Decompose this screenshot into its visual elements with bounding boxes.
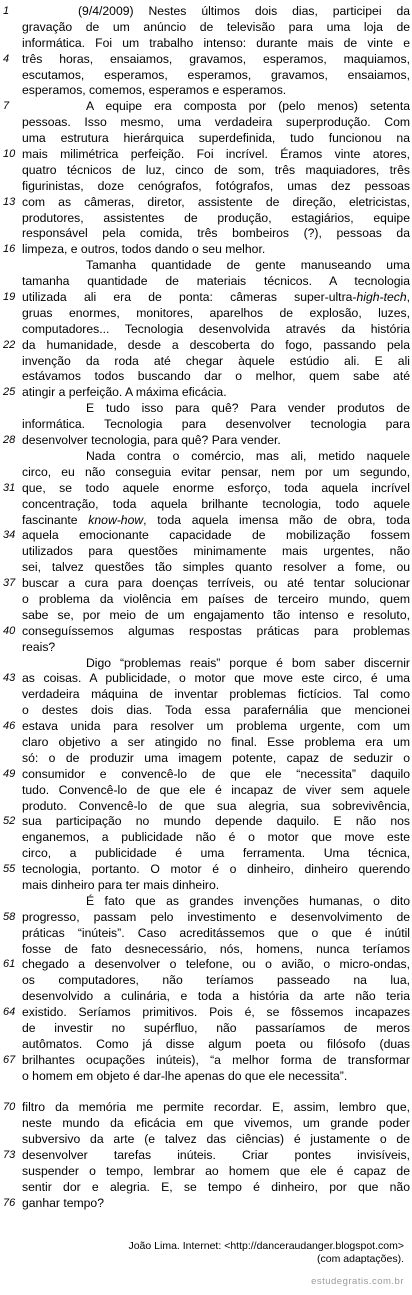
line-text: aquela emocionante capacidade de mobilização fossem: [22, 528, 410, 543]
line-number: 1: [3, 5, 10, 17]
line-text: consumidor e convencê-lo de que ele “necessita” daquilo: [22, 766, 410, 781]
line-text: pessoas. Isso mesmo, uma verdadeira superprodução. Com: [22, 115, 410, 130]
text-line: [0, 1116, 412, 1132]
text-line: [0, 814, 412, 830]
text-line: [0, 878, 412, 894]
line-text: suspender o tempo, lembrar ao homem que ele é capaz de: [22, 1164, 410, 1179]
line-number: 7: [3, 100, 10, 113]
text-line: [0, 354, 412, 370]
line-text: da humanidade, desde a descoberta do fogo, passando pela: [22, 337, 410, 352]
line-text: desenvolver tecnologia, para quê? Para vender.: [22, 433, 281, 448]
text-line: [0, 973, 412, 989]
text-line: [0, 1148, 412, 1164]
text-line: [0, 226, 412, 242]
text-line: [0, 799, 412, 815]
text-line: [0, 671, 412, 687]
line-number: 70: [3, 1101, 16, 1114]
text-line: [0, 1037, 412, 1053]
text-line: [0, 242, 412, 258]
text-line: [0, 1132, 412, 1148]
line-text: existido. Seríamos primitivos. Pois é, se fôssemos incapazes: [22, 1005, 410, 1020]
line-text: os computadores, não teríamos passeado na lua,: [22, 973, 410, 988]
line-text: reais?: [22, 639, 56, 654]
line-text: neste mundo da eficácia em que vivemos, um grande poder: [22, 1116, 410, 1131]
text-line: [0, 99, 412, 115]
line-number: 49: [3, 767, 16, 780]
text-line: [0, 4, 412, 20]
line-text: estávamos todos buscando dar o melhor, quem sabe até: [22, 369, 410, 384]
line-text: que, se todo aquele enorme esforço, toda aquela incrível: [22, 480, 410, 495]
text-line: [0, 179, 412, 195]
line-text: informática. Foi um trabalho intenso: durante mais de vinte e: [22, 35, 410, 50]
text-line: [0, 417, 412, 433]
text-line: [0, 449, 412, 465]
line-number: 28: [3, 434, 16, 447]
text-line: [0, 528, 412, 544]
text-line: [0, 926, 412, 942]
site-watermark: estudegratis.com.br: [311, 1276, 404, 1287]
line-text: tudo. Convencê-lo de que ele é incapaz de viver sem aquele: [22, 782, 410, 797]
line-text: informática. Tecnologia para desenvolver tecnologia para: [22, 417, 410, 432]
line-text: filtro da memória me permite recordar. E, assim, lembro que,: [22, 1100, 410, 1115]
text-line: [0, 862, 412, 878]
line-number: 10: [3, 148, 16, 161]
text-line: [0, 338, 412, 354]
text-line: [0, 1021, 412, 1037]
text-line: [0, 910, 412, 926]
line-text: o homem em objeto é dar-lhe apenas do que ele necessita”.: [22, 1068, 348, 1083]
text-line: [0, 576, 412, 592]
text-line: [0, 322, 412, 338]
text-line: [0, 1100, 412, 1116]
line-text: ganhar tempo?: [22, 1195, 104, 1210]
line-number: 37: [3, 577, 16, 590]
text-line: [0, 1069, 412, 1085]
text-line: [0, 163, 412, 179]
text-line: [0, 497, 412, 513]
text-line: [0, 513, 412, 529]
text-line: [0, 481, 412, 497]
line-text: Nada contra o comércio, mas ali, metido naquele: [86, 448, 410, 463]
line-number: 31: [3, 481, 16, 494]
article-text: [0, 4, 412, 1212]
text-line: [0, 783, 412, 799]
source-line-1: João Lima. Internet: <http://danceraudanger.blogspot.com>: [128, 1240, 404, 1252]
text-line: [0, 560, 412, 576]
line-number: 55: [3, 863, 16, 876]
text-line: [0, 624, 412, 640]
line-text: mais dinheiro para ter mais dinheiro.: [22, 877, 220, 892]
line-text: chegado a desenvolver o telefone, ou o avião, o micro-ondas,: [22, 957, 410, 972]
source-citation: [128, 1240, 404, 1266]
line-text: subversivo da arte (e talvez das ciências) é justamente o de: [22, 1132, 410, 1147]
line-text: figurinistas, doze cenógrafos, fotógrafos, umas dez pessoas: [22, 178, 410, 193]
line-text: três horas, ensaiamos, gravamos, esperamos, maquiamos,: [22, 51, 410, 66]
line-text: produtores, assistentes de produção, estagiários, equipe: [22, 210, 410, 225]
text-line: [0, 36, 412, 52]
line-text: fascinante know-how, toda aquela imensa mão de obra, toda: [22, 512, 410, 527]
line-text: escutamos, esperamos, esperamos, gravamos, ensaiamos,: [22, 67, 410, 82]
text-line: [0, 719, 412, 735]
line-number: 52: [3, 815, 16, 828]
line-text: produto. Convencê-lo de que sua alegria, sua sobrevivência,: [22, 798, 410, 813]
line-text: circo, a publicidade é uma ferramenta. Uma técnica,: [22, 846, 410, 861]
line-number: 22: [3, 338, 16, 351]
text-line: [0, 687, 412, 703]
line-text: É fato que as grandes invenções humanas, o dito: [86, 893, 410, 908]
line-number: 43: [3, 672, 16, 685]
line-text: Tamanha quantidade de gente manuseando uma: [86, 258, 410, 273]
line-text: de investir no supérfluo, não passaríamos de meros: [22, 1021, 410, 1035]
text-line: [0, 989, 412, 1005]
text-line: [0, 290, 412, 306]
line-text: desenvolvido a culinária, e toda a história da arte não teria: [22, 989, 410, 1004]
text-line: [0, 465, 412, 481]
text-line: [0, 735, 412, 751]
line-text: (9/4/2009) Nestes últimos dois dias, participei da: [78, 4, 410, 18]
line-text: práticas “inúteis”. Caso acreditássemos que o que é inútil: [22, 925, 410, 940]
text-line: [0, 830, 412, 846]
text-line: [0, 957, 412, 973]
line-text: sua participação no mundo depende daquilo. E não nos: [22, 814, 410, 829]
line-number: 34: [3, 529, 16, 542]
text-line: [0, 640, 412, 656]
text-line: [0, 1196, 412, 1212]
text-line: [0, 703, 412, 719]
text-line: [0, 195, 412, 211]
text-line: [0, 592, 412, 608]
text-line: [0, 767, 412, 783]
text-line: [0, 306, 412, 322]
line-text: autômatos. Como já disse algum poeta ou filósofo (duas: [22, 1036, 410, 1051]
line-text: desenvolver tarefas inúteis. Criar pontes invisíveis,: [22, 1148, 410, 1163]
line-number: 13: [3, 195, 16, 208]
line-number: 4: [3, 52, 10, 65]
text-line: [0, 1085, 412, 1101]
text-line: [0, 656, 412, 672]
text-line: [0, 83, 412, 99]
line-text: tamanha quantidade de materiais técnicos. A tecnologia: [22, 274, 410, 289]
text-line: [0, 147, 412, 163]
text-line: [0, 211, 412, 227]
text-line: [0, 52, 412, 68]
line-text: circo, eu não conseguia evitar pensar, nem por um segundo,: [22, 464, 410, 479]
line-number: 76: [3, 1196, 16, 1209]
line-text: utilizada ali era de ponta: câmeras super-ultra-high-tech,: [22, 290, 410, 305]
text-line: [0, 131, 412, 147]
text-line: [0, 115, 412, 131]
text-line: [0, 258, 412, 274]
line-text: buscar a cura para doenças terríveis, ou até tentar solucionar: [22, 576, 410, 591]
line-text: verdadeira máquina de inventar problemas fictícios. Tal como: [22, 687, 410, 702]
line-number: 40: [3, 624, 16, 637]
line-text: o problema da violência em países de terceiro mundo, quem: [22, 591, 410, 606]
line-text: limpeza, e outros, todos dando o seu melhor.: [22, 242, 266, 257]
text-line: [0, 20, 412, 36]
text-line: [0, 942, 412, 958]
text-line: [0, 433, 412, 449]
text-line: [0, 751, 412, 767]
line-number: 64: [3, 1006, 16, 1019]
source-line-2: (com adaptações).: [317, 1253, 404, 1265]
line-text: esperamos, comemos, esperamos e esperamos.: [22, 83, 287, 98]
line-number: 25: [3, 386, 16, 399]
line-text: mais milimétrica perfeição. Foi incrível. Éramos vinte atores,: [22, 147, 410, 162]
line-text: atingir a perfeição. A máxima eficácia.: [22, 385, 227, 400]
text-line: [0, 385, 412, 401]
line-text: brilhantes ocupações inúteis), “a melhor forma de transformar: [22, 1052, 410, 1067]
text-line: [0, 1180, 412, 1196]
line-number: 73: [3, 1149, 16, 1162]
text-line: [0, 68, 412, 84]
line-text: conseguíssemos algumas respostas práticas para problemas: [22, 623, 410, 638]
line-text: uma estrutura hierárquica superdefinida, tudo funcionou na: [22, 131, 410, 146]
text-line: [0, 1053, 412, 1069]
text-line: [0, 1164, 412, 1180]
text-line: [0, 544, 412, 560]
line-number: 16: [3, 243, 16, 256]
text-line: [0, 608, 412, 624]
line-text: sentir dor e alegria. E, se tempo é dinheiro, por que não: [22, 1179, 410, 1194]
line-text: sabe se, por meio de um engajamento tão intenso e resoluto,: [22, 607, 410, 622]
line-text: enganemos, a publicidade não é o motor que move este: [22, 830, 410, 845]
text-line: [0, 894, 412, 910]
line-text: tecnologia, portanto. O motor é o dinheiro, dinheiro querendo: [22, 862, 410, 877]
line-text: progresso, passam pelo investimento e desenvolvimento de: [22, 909, 410, 924]
line-text: as coisas. A publicidade, o motor que move este circo, é uma: [22, 671, 410, 686]
text-line: [0, 1005, 412, 1021]
line-number: 67: [3, 1053, 16, 1066]
line-text: utilizados para questões minimamente mais urgentes, não: [22, 544, 410, 559]
text-line: [0, 401, 412, 417]
line-text: concentração, toda aquela brilhante tecnologia, todo aquele: [22, 496, 410, 511]
line-text: E tudo isso para quê? Para vender produtos de: [86, 401, 410, 416]
text-line: [0, 274, 412, 290]
line-text: gruas enormes, monitores, aparelhos de explosão, luzes,: [22, 305, 410, 320]
line-text: gravação de um anúncio de televisão para uma loja de: [22, 19, 410, 34]
line-text: fosse de fato desnecessário, nós, homens, nunca teríamos: [22, 941, 410, 956]
line-text: sei, talvez questões tão simples quanto resolver a fome, ou: [22, 560, 410, 575]
line-number: 19: [3, 291, 16, 304]
line-text: estava unida para resolver um problema urgente, com um: [22, 719, 410, 734]
line-text: o destes dois dias. Toda essa parafernália que mencionei: [22, 703, 410, 718]
line-number: 46: [3, 720, 16, 733]
line-text: computadores... Tecnologia desenvolvida através da história: [22, 321, 410, 336]
line-number: 61: [3, 958, 16, 971]
line-text: só: o de produzir uma imagem potente, capaz de seduzir o: [22, 750, 410, 765]
line-number: 58: [3, 910, 16, 923]
line-text: claro objetivo a ser atingido no final. Esse problema era um: [22, 734, 410, 749]
line-text: invenção da roda até chegar àquele estúdio ali. E ali: [22, 353, 410, 368]
text-line: [0, 369, 412, 385]
line-text: responsável pela comida, três bombeiros (?), pessoas da: [22, 226, 410, 241]
line-text: quatro técnicos de luz, cinco de som, três maquiadores, três: [22, 162, 410, 177]
line-text: com as câmeras, diretor, assistente de direção, eletricistas,: [22, 194, 410, 209]
line-text: A equipe era composta por (pelo menos) setenta: [86, 99, 410, 114]
line-text: Digo “problemas reais” porque é bom saber discernir: [86, 655, 410, 670]
text-line: [0, 846, 412, 862]
